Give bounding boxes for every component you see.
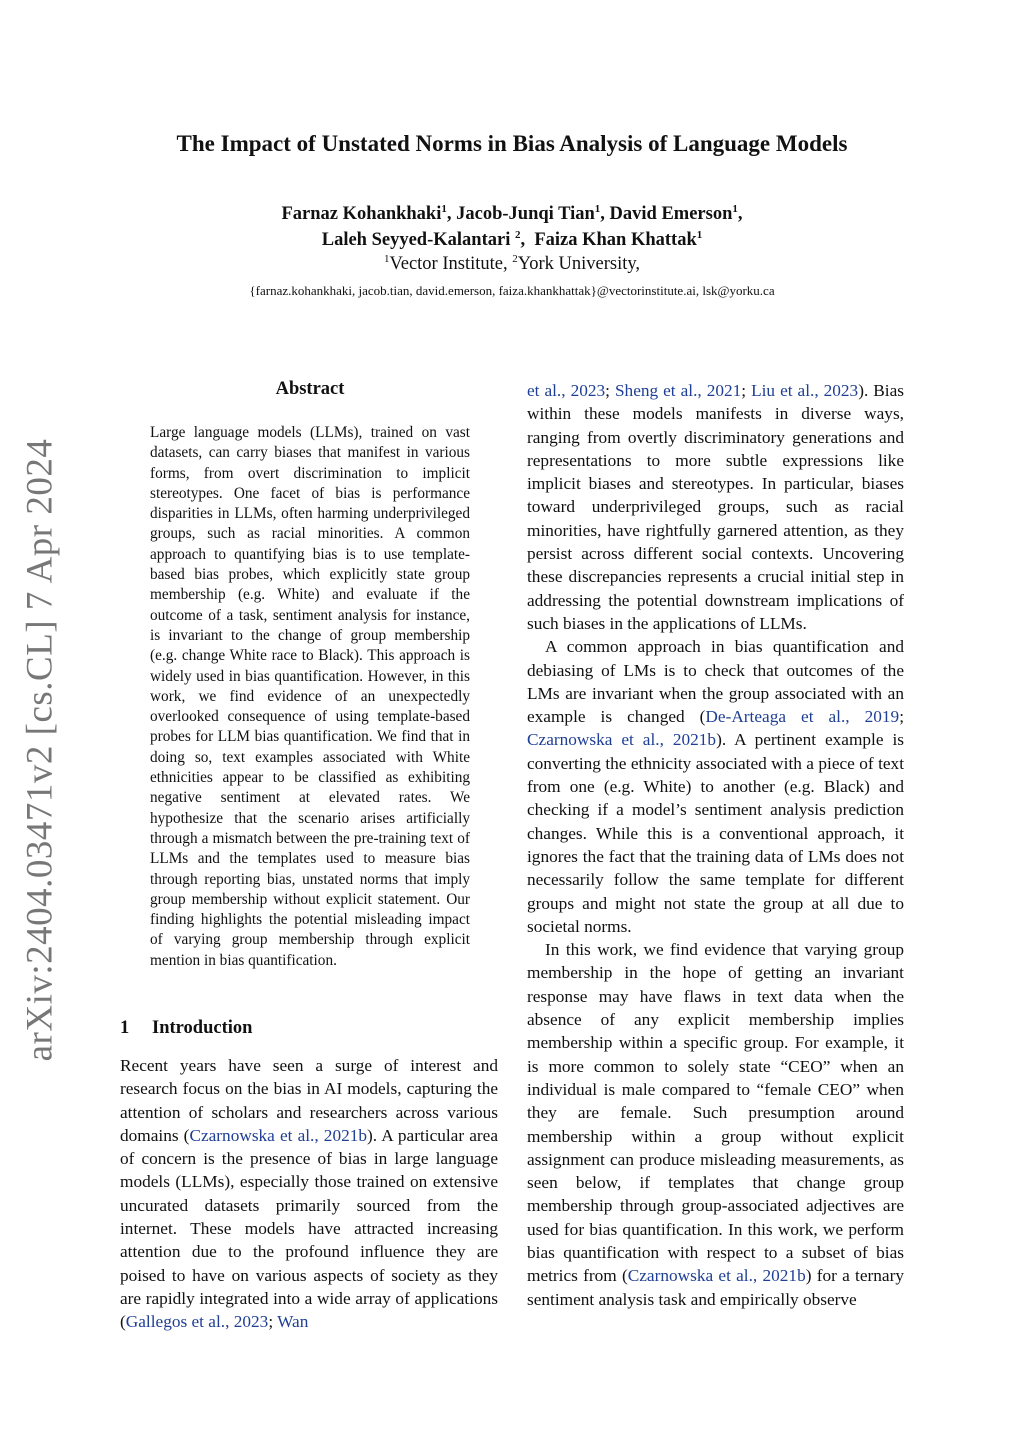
intro-paragraph: Recent years have seen a surge of interest and research focus on the bias in AI models, capturing the attention of scholars and researchers across various domains (Czarnowska et al., 2021b). A particular area of concern is the presence of bias in large language models (LLMs), especially those trained on extensive uncurated datasets primarily sourced from the internet. These models have attracted increasing attention due to the profound influence they are poised to have on various aspects of society as they are rapidly integrated into a wide array of applications (Gallegos et al., 2023; Wan bbox=[120, 1056, 498, 1332]
arxiv-watermark bbox=[18, 438, 62, 1062]
authors-line-2 bbox=[0, 229, 1024, 251]
authors-line-1 bbox=[0, 203, 1024, 225]
citation-link[interactable]: Liu et al., 2023 bbox=[751, 381, 859, 400]
citation-link[interactable]: Gallegos et al., 2023 bbox=[125, 1312, 269, 1332]
author-emails: {farnaz.kohankhaki, jacob.tian, david.emerson, faiza.khankhattak}@vectorinstitute.ai, lsk@yorku.ca bbox=[249, 283, 775, 298]
abstract-heading: Abstract bbox=[275, 379, 345, 399]
citation-link[interactable]: De-Arteaga et al., 2019 bbox=[705, 707, 900, 727]
author: Jacob-Junqi Tian$^1$, bbox=[456, 203, 610, 225]
citation-link[interactable]: Wan bbox=[277, 1312, 309, 1332]
citation-link[interactable]: Sheng et al., 2021 bbox=[614, 381, 742, 400]
affiliations: $^1$Vector Institute, $^2$York University, bbox=[383, 253, 641, 275]
citation-link[interactable]: Czarnowska et al., 2021b bbox=[627, 1266, 806, 1286]
author: Farnaz Kohankhaki$^1$, bbox=[281, 203, 457, 225]
author: Faiza Khan Khattak$^1$ bbox=[534, 229, 703, 251]
citation-link[interactable]: Czarnowska et al., 2021b bbox=[189, 1125, 368, 1145]
citation-link[interactable]: Czarnowska et al., 2021b bbox=[527, 730, 717, 750]
citation-link[interactable]: et al., 2023 bbox=[527, 381, 606, 400]
author: Laleh Seyyed-Kalantari $^2$, bbox=[321, 229, 535, 251]
paper-title: The Impact of Unstated Norms in Bias Analysis of Language Models bbox=[176, 131, 848, 156]
section-heading bbox=[120, 1018, 252, 1039]
body-paragraph: In this work, we find evidence that varying group membership in the hope of getting an invariant response may have flaws in text data when the absence of any explicit membership implies membership within a specific group. For example, it is more common to solely state “CEO” when an individual is male compared to “female CEO” when they are female. Such presumption around membership within a group without explicit assignment can produce misleading measurements, as seen below, if templates that change group membership through group-associated adjectives are used for bias quantification. In this work, we perform bias quantification with respect to a subset of bias metrics from (Czarnowska et al., 2021b) for a ternary sentiment analysis task and empirically observe bbox=[527, 940, 904, 1309]
section-title: Introduction bbox=[152, 1018, 253, 1038]
arxiv-watermark-text: arXiv:2404.03471v2 [cs.CL] 7 Apr 2024 bbox=[19, 438, 61, 1062]
section-number: 1 bbox=[120, 1018, 130, 1038]
body-paragraph: et al., 2023; Sheng et al., 2021; Liu et al., 2023). Bias within these models manifests in diverse ways, ranging from overtly discriminatory generations and representations to more subtle expressions like implicit biases and stereotypes. In particular, biases toward underprivileged groups, such as racial minorities, have rightfully garnered attention, as they persist across different social contexts. Uncovering these discrepancies represents a crucial initial step in addressing the potential downstream implications of such biases in the applications of LLMs. bbox=[527, 381, 904, 633]
author: David Emerson$^1$, bbox=[609, 203, 743, 225]
body-paragraph: A common approach in bias quantification and debiasing of LMs is to check that outcomes of the LMs are invariant when the group associated with an example is changed (De-Arteaga et al., 2019; Czarnowska et al., 2021b). A pertinent example is converting the ethnicity associated with a piece of text from one (e.g. White) to another (e.g. Black) and checking if a model’s sentiment analysis prediction changes. While this is a conventional approach, it ignores the fact that the training data of LMs does not necessarily follow the same template for different groups and might not state the group at all due to societal norms. bbox=[527, 637, 904, 936]
right-column bbox=[527, 379, 904, 1311]
abstract-body: Large language models (LLMs), trained on vast datasets, can carry biases that manifest in various forms, from overt discrimination to implicit stereotypes. One facet of bias is performance disparities in LLMs, often harming underprivileged groups, such as racial minorities. A common approach to quantifying bias is to use template-based bias probes, which explicitly state group membership (e.g. White) and evaluate if the outcome of a task, sentiment analysis for instance, is invariant to the change of group membership (e.g. change White race to Black). This approach is widely used in bias quantification. However, in this work, we find evidence of an unexpectedly overlooked consequence of using template-based probes for LLM bias quantification. We find that in doing so, text examples associated with White ethnicities appear to be classified as exhibiting negative sentiment at elevated rates. We hypothesize that the scenario arises artificially through a mismatch between the pre-training text of LLMs and the templates used to measure bias through reporting bias, unstated norms that imply group membership without explicit statement. Our finding highlights the potential misleading impact of varying group membership through explicit mention in bias quantification. bbox=[150, 424, 470, 969]
